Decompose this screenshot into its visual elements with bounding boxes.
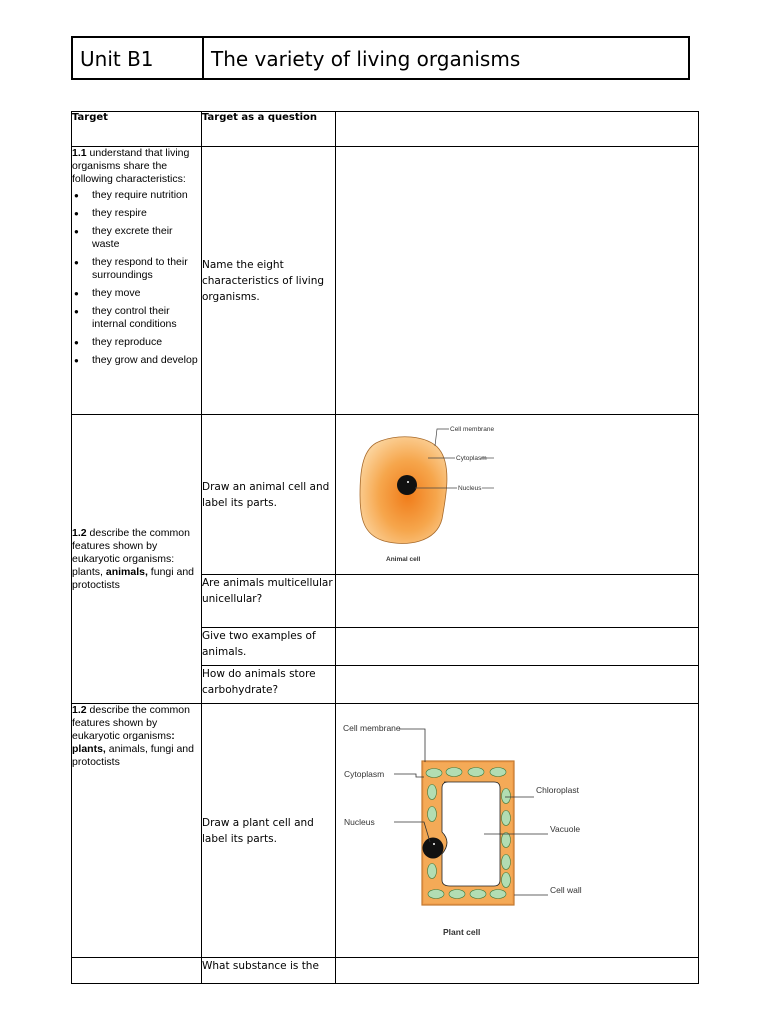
label-vacuole: Vacuole [550,824,581,834]
answer-cell[interactable] [336,147,699,415]
table-row [72,704,699,958]
table-row [72,147,699,415]
unit-title: The variety of living organisms [211,47,521,71]
target-emphasis: : plants, [72,730,175,755]
label-chloroplast: Chloroplast [536,785,579,795]
table-header-row [72,112,699,147]
plant-cell-figure-cell [336,704,699,958]
animal-cell-figure-cell [336,415,699,575]
target-emphasis: animals, [105,565,148,578]
target-text: understand that living organisms share the following characteristics: [72,147,190,185]
target-cell [72,147,202,415]
label-cell-membrane: Cell membrane [450,426,495,433]
label-nucleus: Nucleus [458,485,482,492]
question-cell: Draw an animal cell and label its parts. [202,415,336,575]
list-item: ● they require nutrition [72,189,201,202]
targets-table [71,111,699,984]
question-cell: What substance is the [202,958,336,984]
question-cell: Name the eight characteristics of living organisms. [202,147,336,415]
table-row [72,958,699,984]
list-item: ● they move [72,287,201,300]
answer-cell[interactable] [336,958,699,984]
target-number: 1.2 [72,704,87,716]
nucleus-shape [397,475,417,495]
animal-cell-diagram [336,415,698,570]
plant-cell-caption: Plant cell [443,927,481,937]
question-cell: Are animals multicellular unicellular? [202,575,336,628]
answer-cell[interactable] [336,628,699,666]
list-item: ● they excrete their waste [72,225,201,251]
list-item: ● they respond to their surroundings [72,256,201,282]
question-cell: Give two examples of animals. [202,628,336,666]
question-cell: Draw a plant cell and label its parts. [202,704,336,958]
unit-header [71,36,690,80]
target-text-end: animals, fungi and protoctists [72,743,194,768]
list-item: ● they reproduce [72,336,201,349]
col-header-target: Target [72,112,202,147]
target-cell [72,415,202,704]
label-cell-membrane: Cell membrane [343,723,401,733]
animal-cell-caption: Animal cell [386,556,421,563]
list-item: ● they control their internal conditions [72,305,201,331]
label-cytoplasm: Cytoplasm [456,455,487,462]
plant-cell-diagram [336,704,698,953]
target-number: 1.2 [72,526,87,539]
target-cell [72,958,202,984]
question-cell: How do animals store carbohydrate? [202,666,336,704]
label-nucleus: Nucleus [344,817,375,827]
list-item: ● they grow and develop [72,354,201,367]
target-number: 1.1 [72,147,87,159]
answer-cell[interactable] [336,666,699,704]
target-text: describe the common features shown by eukaryotic organisms: plants, [72,526,190,578]
answer-header-cell [336,112,699,147]
label-cytoplasm: Cytoplasm [344,769,385,779]
list-item: ● they respire [72,207,201,220]
label-cell-wall: Cell wall [550,885,582,895]
table-row [72,415,699,575]
unit-number: Unit B1 [73,38,204,78]
characteristics-list [72,189,201,367]
col-header-question: Target as a question [202,112,336,147]
answer-cell[interactable] [336,575,699,628]
target-cell [72,704,202,958]
target-text-end: fungi and protoctists [72,565,195,591]
target-text: describe the common features shown by eukaryotic organisms [72,704,190,742]
nucleus-shape [423,838,444,859]
